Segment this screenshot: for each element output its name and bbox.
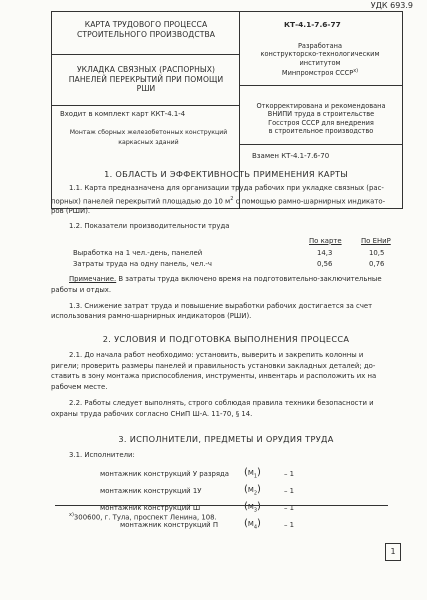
list-item: монтажник конструкций Ш $(М_3)$ – 1: [100, 501, 295, 514]
note: Примечание. В затраты труда включено время на подготовительно-заключительные: [69, 275, 382, 284]
section-2-title: 2. УСЛОВИЯ И ПОДГОТОВКА ВЫПОЛНЕНИЯ ПРОЦЕССА: [102, 334, 350, 344]
section-3-title: 3. ИСПОЛНИТЕЛИ, ПРЕДМЕТЫ И ОРУДИЯ ТРУДА: [118, 434, 334, 444]
included-kit: Входит в комплект карт ККТ-4.1-4: [60, 110, 186, 118]
performers-heading: 3.1. Исполнители:: [69, 451, 135, 459]
card-title: КАРТА ТРУДОВОГО ПРОЦЕССА СТРОИТЕЛЬНОГО ПРОИЗВОДСТВА: [76, 20, 216, 39]
header-box: [51, 11, 403, 209]
section-1-title: 1. ОБЛАСТЬ И ЭФФЕКТИВНОСТЬ ПРИМЕНЕНИЯ КАРТЫ: [104, 169, 348, 179]
list-item: монтажник конструкций У разряда $(М_1)$ – 1: [100, 467, 295, 480]
list-item: монтажник конструкций П $(М_4)$ – 1: [120, 518, 295, 531]
mounting-text: Монтаж сборных железобетонных конструкций каркасных зданий: [69, 129, 228, 146]
list-item: монтажник конструкций 1У $(М_2)$ – 1: [100, 484, 295, 497]
recommended-block: Откорректирована и рекомендована ВНИПИ труда в строительстве Госстроя СССР для внедрения в строительное производство: [256, 102, 386, 136]
footnote-divider: [55, 505, 388, 506]
udk-code: УДК 693.9: [370, 1, 413, 10]
table-row: Выработка на 1 чел.-день, панелей 14,3 10,5: [73, 249, 385, 258]
process-title: УКЛАДКА СВЯЗНЫХ (РАСПОРНЫХ) ПАНЕЛЕЙ ПЕРЕКРЫТИЙ ПРИ ПОМОЩИ РШИ: [68, 65, 224, 93]
page-number: 1: [385, 543, 401, 561]
footnote: $^{x)}$300600, г. Тула, проспект Ленина, 108.: [69, 512, 217, 522]
table-row: Затраты труда на одну панель, чел.-ч 0,56 0,76: [73, 259, 385, 268]
section-1-body: 1.1. Карта предназначена для организации труда рабочих при укладке связных (рас- порных) панелей перекрытий площадью до 10 $м^2$ с помощью рамно-шарнирных индикато- ров (РШИ). 1.2. Показатели производительности труда По карте По ЕНиР Выработка на 1 чел.-день, панелей 14,3 10,5 Затраты труда на одну панель, чел.-ч 0,56 0,76 Примечание. В затраты труда включено время на подготовительно-заключительные работы и отдых. 1.3. Снижение затрат труда и повышение выработки рабочих достигается за счет использования рамно-шарнирных индикаторов (РШИ).: [51, 183, 406, 322]
card-code: КТ-4.1-7.6-77: [284, 20, 341, 29]
developer-block: Разработана конструкторско-технологическим институтом Минпромстроя СССР$^{x)}$: [260, 42, 380, 78]
replaces-text: Взамен КТ-4.1-7.6-70: [252, 152, 330, 160]
productivity-col-headers: По карте По ЕНиР: [309, 236, 391, 245]
developer-footnote-mark: x): [353, 68, 359, 75]
productivity-heading: 1.2. Показатели производительности труда: [69, 222, 230, 231]
section-2-body: 2.1. До начала работ необходимо: установить, выверить и закрепить колонны и ригели; проверить размеры панелей и правильность установки закладных деталей; до- ставить в зону монтажа приспособления, инструменты, инвентарь и расположить их на рабочем месте. 2.2. Работы следует выполнять, строго соблюдая правила техники безопасности и охраны труда рабочих согласно СНиП Ш-А. 11-70, § 14.: [51, 351, 377, 418]
